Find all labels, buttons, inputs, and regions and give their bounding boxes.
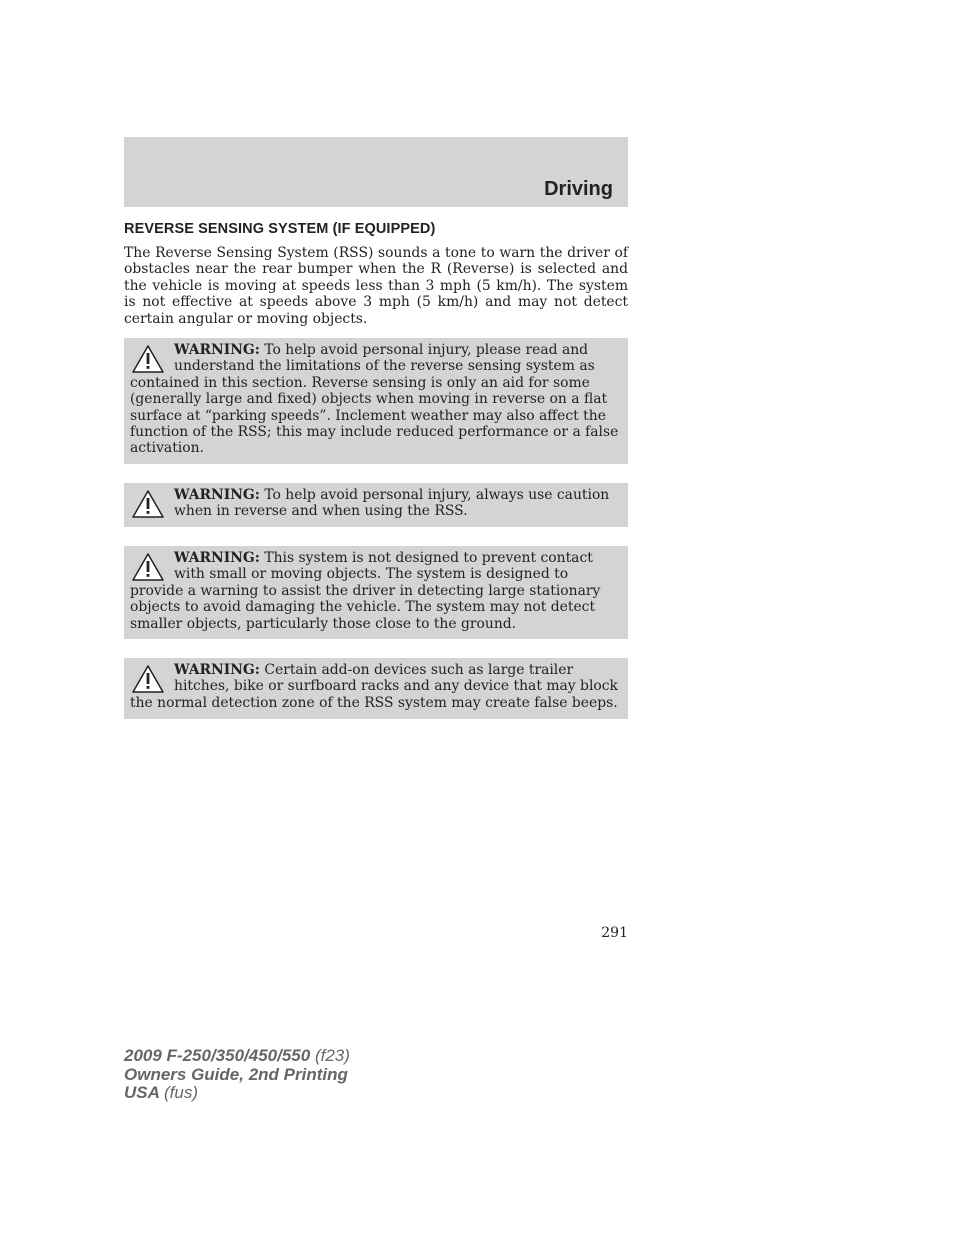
warning-triangle-icon — [131, 664, 165, 694]
warning-box-1 — [124, 338, 628, 464]
warning-text: Certain add-on devices such as large trailer hitches, bike or surfboard racks and any device that may block the normal detection zone of the RSS system may create false beeps. — [130, 662, 618, 711]
warning-text: This system is not designed to prevent contact with small or moving objects. The system is designed to provide a warning to assist the driver in detecting large stationary objects to avoid damaging the vehicle. The system may not detect smaller objects, particularly those close to the ground. — [130, 550, 601, 632]
document-footer — [124, 1047, 350, 1103]
warning-box-3 — [124, 546, 628, 639]
warning-label: WARNING: — [174, 550, 260, 566]
intro-paragraph: The Reverse Sensing System (RSS) sounds a tone to warn the driver of obstacles near the rear bumper when the R (Reverse) is selected and the vehicle is moving at speeds less than 3 mph (5 km/h). The system is not effective at speeds above 3 mph (5 km/h) and may not detect certain angular or moving objects. — [124, 245, 628, 327]
footer-market: USA — [124, 1083, 160, 1102]
chapter-header-band — [124, 137, 628, 207]
warning-label: WARNING: — [174, 662, 260, 678]
footer-line-3 — [124, 1084, 350, 1103]
footer-model: 2009 F-250/350/450/550 — [124, 1046, 311, 1065]
warning-triangle-icon — [131, 489, 165, 519]
footer-model-code: (f23) — [314, 1046, 350, 1065]
chapter-title: Driving — [544, 178, 613, 200]
warning-text: To help avoid personal injury, always use caution when in reverse and when using the RSS. — [174, 487, 610, 520]
warning-text: To help avoid personal injury, please read and understand the limitations of the reverse sensing system as contained in this section. Reverse sensing is only an aid for some (generally large and fixed) objects when moving in reverse on a flat surface at “parking speeds”. Inclement weather may also affect the function of the RSS; this may include reduced performance or a false activation. — [130, 342, 619, 457]
footer-line-2: Owners Guide, 2nd Printing — [124, 1064, 348, 1084]
page-number: 291 — [601, 925, 628, 941]
warning-box-2 — [124, 483, 628, 527]
section-heading: REVERSE SENSING SYSTEM (IF EQUIPPED) — [124, 221, 436, 237]
warning-triangle-icon — [131, 552, 165, 582]
warning-label: WARNING: — [174, 342, 260, 358]
footer-line-1 — [124, 1047, 350, 1066]
warning-box-4 — [124, 658, 628, 719]
footer-market-code: (fus) — [164, 1083, 198, 1102]
warning-label: WARNING: — [174, 487, 260, 503]
warning-triangle-icon — [131, 344, 165, 374]
